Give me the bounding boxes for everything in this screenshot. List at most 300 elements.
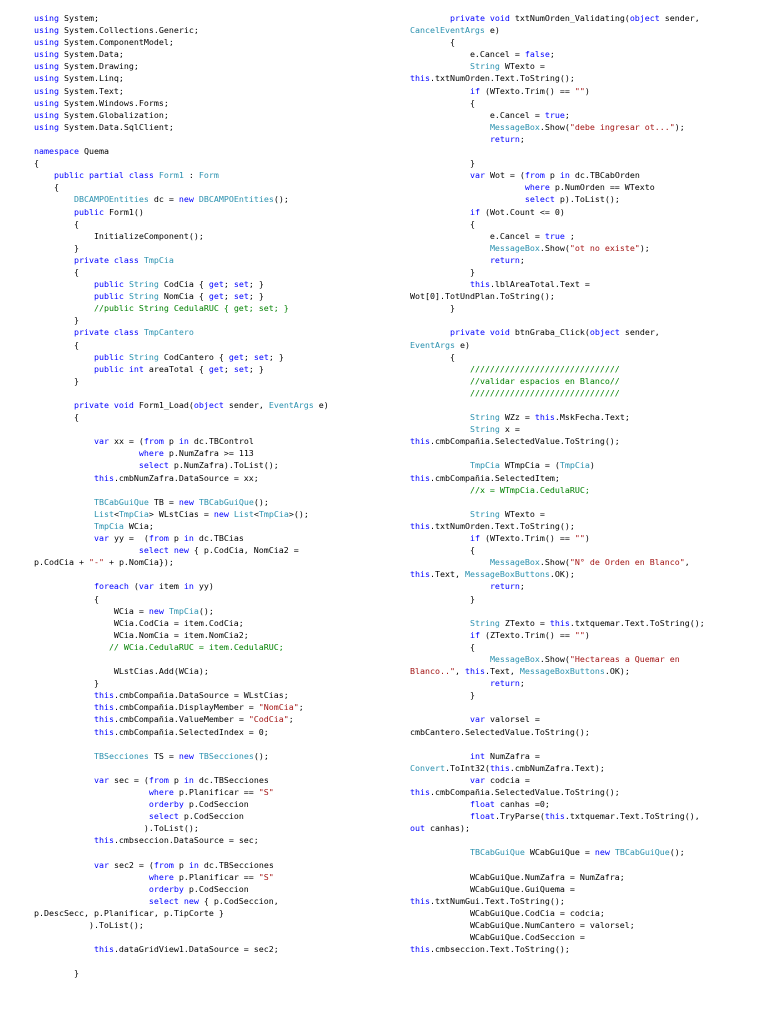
- code-text: [34, 521, 94, 531]
- code-line: [34, 24, 396, 36]
- code-text: [34, 872, 149, 882]
- code-text: ;: [549, 49, 555, 60]
- code-text: [410, 654, 490, 664]
- code-text: ();: [273, 194, 289, 205]
- code-line: [34, 351, 396, 363]
- code-text: WCia =: [34, 605, 149, 616]
- code-text: System.Drawing;: [58, 61, 139, 72]
- code-text: [34, 690, 94, 700]
- code-line: [410, 314, 762, 326]
- code-text: .txtquemar.Text.ToString();: [569, 617, 705, 628]
- code-text: (: [128, 581, 139, 592]
- code-keyword: select: [138, 460, 169, 471]
- code-type: Form: [198, 170, 219, 181]
- code-keyword: out: [410, 823, 425, 834]
- code-text: {: [34, 182, 59, 193]
- code-text: p.NumZafra >= 113: [163, 448, 254, 459]
- code-text: .Show(: [539, 242, 570, 253]
- code-keyword: get: [208, 291, 224, 302]
- code-line: [410, 713, 762, 725]
- code-comment: //////////////////////////////: [469, 387, 620, 398]
- code-line: [34, 919, 396, 931]
- code-line: [410, 85, 762, 97]
- code-line: [34, 12, 396, 24]
- code-line: [410, 399, 762, 411]
- code-type: Form1: [158, 170, 184, 181]
- code-text: ): [589, 460, 595, 471]
- code-text: e.Cancel =: [410, 109, 545, 120]
- code-text: }: [34, 242, 79, 253]
- code-text: areaTotal {: [143, 363, 209, 374]
- code-keyword: using: [34, 73, 59, 84]
- code-keyword: where: [148, 787, 174, 797]
- code-text: [34, 497, 94, 507]
- code-line: [410, 508, 762, 520]
- code-type: MessageBox: [489, 557, 540, 568]
- code-keyword: using: [34, 121, 59, 132]
- code-text: sender,: [659, 13, 700, 23]
- code-text: [34, 545, 139, 555]
- code-type: DBCAMPOEntities: [73, 194, 149, 205]
- code-line: [410, 206, 762, 218]
- code-keyword: from: [524, 170, 545, 181]
- code-string: "NomCia": [258, 702, 299, 713]
- code-line: [410, 762, 762, 774]
- code-text: Form1_Load(: [133, 400, 194, 410]
- code-text: p: [163, 436, 179, 447]
- code-text: System.Data.SqlClient;: [58, 121, 174, 132]
- code-text: ();: [253, 496, 269, 507]
- code-text: sender,: [223, 400, 269, 410]
- code-line: [410, 665, 762, 677]
- code-text: {: [34, 593, 99, 604]
- code-line: [410, 472, 762, 484]
- code-keyword: private void: [73, 400, 134, 410]
- code-keyword: where: [138, 448, 164, 459]
- code-type: String: [469, 617, 500, 628]
- code-text: sec2 = (: [108, 859, 154, 870]
- code-text: p.NumOrden == WTexto: [549, 182, 655, 193]
- code-text: p: [173, 859, 189, 870]
- code-keyword: in: [178, 436, 189, 447]
- code-keyword: get: [228, 351, 244, 362]
- code-text: WTmpCia = (: [499, 460, 560, 471]
- code-text: .Show(: [539, 653, 570, 664]
- code-keyword: this: [464, 666, 485, 677]
- code-type: String: [469, 508, 500, 519]
- code-keyword: public: [93, 291, 124, 302]
- code-type: MessageBoxButtons: [519, 666, 605, 677]
- code-type: EventArgs: [410, 339, 455, 350]
- code-keyword: new: [148, 605, 164, 616]
- code-line: [410, 556, 762, 568]
- code-type: TmpCantero: [143, 327, 194, 338]
- code-text: Quema: [78, 146, 109, 157]
- code-line: [410, 895, 762, 907]
- code-type: EventArgs: [268, 400, 314, 410]
- code-keyword: from: [153, 859, 174, 870]
- code-string: "": [574, 533, 585, 544]
- code-keyword: this: [93, 702, 114, 713]
- code-line: [34, 375, 396, 387]
- code-line: [410, 846, 762, 858]
- code-text: WCabGuiQue.CodSeccion =: [410, 932, 585, 943]
- code-text: canhas);: [425, 823, 470, 834]
- code-keyword: this: [93, 726, 114, 737]
- code-type: TmpCia: [143, 254, 174, 265]
- code-line: [34, 218, 396, 230]
- code-text: p.CodCia +: [34, 557, 89, 568]
- code-type: String: [469, 412, 500, 423]
- code-line: [34, 496, 396, 508]
- code-line: [34, 895, 396, 907]
- code-text: .cmbCompañia.SelectedValue.ToString();: [429, 787, 620, 797]
- code-line: [410, 871, 762, 883]
- code-comment: //public String CedulaRUC { get; set; }: [93, 303, 289, 314]
- code-type: String: [128, 279, 159, 290]
- code-text: [34, 170, 54, 180]
- code-line: [410, 363, 762, 375]
- code-text: e): [454, 339, 470, 350]
- code-keyword: this: [410, 569, 430, 580]
- code-text: p.NumZafra).ToList();: [168, 460, 279, 471]
- code-string: Blanco..": [410, 666, 455, 677]
- code-keyword: new: [178, 194, 194, 205]
- code-keyword: var: [469, 714, 485, 725]
- code-text: dc.TBControl: [188, 436, 254, 447]
- code-text: [34, 751, 94, 761]
- code-keyword: select new: [138, 545, 189, 556]
- code-text: + p.NomCia});: [103, 557, 174, 568]
- code-text: WCabGuiQue.GuiQuema =: [410, 883, 575, 894]
- code-line: [34, 97, 396, 109]
- code-line: [34, 508, 396, 520]
- code-keyword: using: [34, 97, 59, 108]
- code-text: [410, 630, 470, 640]
- code-line: [410, 653, 762, 665]
- code-keyword: in: [183, 533, 194, 544]
- code-line: [410, 351, 762, 363]
- code-line: [34, 605, 396, 617]
- code-line: [410, 181, 762, 193]
- code-keyword: from: [143, 436, 164, 447]
- code-text: [34, 581, 94, 591]
- code-line: [34, 459, 396, 471]
- code-text: }: [410, 303, 455, 314]
- code-keyword: this: [410, 895, 430, 906]
- code-text: ;: [519, 254, 525, 265]
- code-text: [410, 678, 490, 688]
- code-type: TBSecciones: [93, 750, 149, 761]
- code-line: [410, 302, 762, 314]
- code-keyword: from: [148, 774, 169, 785]
- code-line: [410, 544, 762, 556]
- code-text: [410, 170, 470, 180]
- code-text: {: [34, 218, 79, 229]
- code-keyword: orderby: [148, 883, 184, 894]
- code-keyword: var: [469, 170, 485, 181]
- code-keyword: using: [34, 109, 59, 120]
- code-text: p.DescSecc, p.Planificar, p.TipCorte }: [34, 907, 224, 918]
- code-text: [34, 460, 139, 470]
- code-line: [410, 145, 762, 157]
- code-line: [410, 726, 762, 738]
- code-column-right: [410, 12, 762, 955]
- code-line: [34, 665, 396, 677]
- code-keyword: new: [594, 847, 610, 858]
- code-text: e.Cancel =: [410, 49, 525, 60]
- code-keyword: using: [34, 49, 59, 60]
- code-keyword: select new: [148, 895, 199, 906]
- code-text: WCabGuiQue.NumZafra = NumZafra;: [410, 871, 625, 882]
- code-line: [410, 24, 762, 36]
- code-line: [34, 859, 396, 871]
- code-line: [410, 822, 762, 834]
- code-keyword: var: [93, 859, 109, 870]
- code-text: [410, 376, 470, 386]
- code-type: MessageBox: [489, 121, 540, 132]
- code-keyword: float: [469, 799, 495, 810]
- code-text: > WLstCias =: [148, 508, 214, 519]
- code-keyword: using: [34, 85, 59, 96]
- code-line: [34, 72, 396, 84]
- code-text: {: [34, 412, 79, 423]
- code-text: System.Linq;: [58, 73, 124, 84]
- code-line: [34, 701, 396, 713]
- code-line: [410, 48, 762, 60]
- code-keyword: float: [469, 811, 495, 822]
- code-line: [34, 193, 396, 205]
- code-line: [410, 157, 762, 169]
- code-text: }: [410, 266, 475, 277]
- code-line: [34, 435, 396, 447]
- code-text: .lblAreaTotal.Text =: [489, 279, 590, 290]
- code-keyword: var: [93, 774, 109, 785]
- code-text: {: [410, 641, 475, 652]
- code-line: [34, 943, 396, 955]
- code-line: [34, 967, 396, 979]
- code-line: [410, 593, 762, 605]
- code-text: [410, 460, 470, 470]
- code-text: System.Globalization;: [58, 109, 169, 120]
- code-text: [410, 485, 470, 495]
- code-string: "N° de Orden en Blanco": [569, 557, 685, 568]
- code-line: [34, 641, 396, 653]
- code-keyword: this: [410, 520, 430, 531]
- code-line: [34, 931, 396, 943]
- code-text: WCabGuiQue.NumCantero = valorsel;: [410, 920, 635, 931]
- code-line: [34, 544, 396, 556]
- code-text: ; }: [248, 363, 264, 374]
- code-keyword: new: [178, 496, 194, 507]
- code-keyword: from: [148, 533, 169, 544]
- code-keyword: this: [549, 617, 570, 628]
- code-line: [34, 846, 396, 858]
- code-line: [34, 314, 396, 326]
- code-comment: //////////////////////////////: [469, 363, 620, 374]
- code-keyword: using: [34, 61, 59, 72]
- code-text: dc.TBSecciones: [198, 859, 274, 870]
- code-type: TmpCia: [118, 508, 149, 519]
- code-type: MessageBox: [489, 242, 540, 253]
- code-text: [34, 400, 74, 410]
- code-text: {: [410, 218, 475, 229]
- code-keyword: get: [208, 279, 224, 290]
- code-type: TmpCia: [258, 508, 289, 519]
- code-text: System.ComponentModel;: [58, 37, 174, 48]
- code-line: [410, 907, 762, 919]
- code-line: [34, 447, 396, 459]
- code-keyword: if: [469, 629, 480, 640]
- code-keyword: this: [544, 811, 565, 822]
- code-text: System;: [58, 13, 99, 23]
- code-comment: //x = WTmpCia.CedulaRUC;: [469, 484, 590, 495]
- code-keyword: this: [410, 787, 430, 797]
- code-line: [34, 810, 396, 822]
- code-string: "CodCia": [248, 714, 289, 725]
- code-text: [34, 364, 94, 374]
- code-text: }: [410, 593, 475, 604]
- code-text: .Show(: [539, 121, 570, 132]
- code-keyword: new: [213, 508, 229, 519]
- code-text: [410, 388, 470, 398]
- code-text: p: [168, 774, 184, 785]
- code-keyword: orderby: [148, 799, 184, 810]
- code-text: .cmbseccion.Text.ToString();: [429, 944, 570, 955]
- code-keyword: private class: [73, 254, 139, 265]
- code-text: ;: [223, 291, 234, 302]
- code-line: [410, 266, 762, 278]
- code-keyword: in: [559, 170, 570, 181]
- code-text: WTexto =: [499, 61, 545, 72]
- code-text: [34, 835, 94, 845]
- code-text: .cmbNumZafra.Text);: [509, 762, 605, 773]
- code-line: [410, 230, 762, 242]
- code-keyword: in: [183, 581, 194, 592]
- code-text: InitializeComponent();: [34, 230, 204, 241]
- code-text: [34, 860, 94, 870]
- code-keyword: foreach: [93, 581, 129, 592]
- code-line: [34, 109, 396, 121]
- code-text: <: [113, 508, 119, 519]
- code-line: [34, 266, 396, 278]
- code-line: [34, 278, 396, 290]
- code-text: ): [584, 85, 590, 96]
- code-keyword: private void: [449, 13, 510, 23]
- code-text: ,: [454, 666, 465, 677]
- code-text: [410, 61, 470, 71]
- code-text: p.CodSeccion: [178, 811, 244, 822]
- code-text: ();: [198, 605, 214, 616]
- code-text: [34, 787, 149, 797]
- code-text: .txtNumOrden.Text.ToString();: [429, 73, 575, 84]
- code-line: [34, 653, 396, 665]
- code-line: [34, 774, 396, 786]
- code-text: TS =: [148, 750, 179, 761]
- code-text: dc.TBCias: [193, 533, 244, 544]
- code-line: [34, 48, 396, 60]
- code-text: {: [34, 158, 39, 169]
- code-text: [410, 13, 450, 23]
- code-text: [410, 194, 525, 204]
- code-line: [34, 713, 396, 725]
- code-type: String: [469, 61, 500, 72]
- code-text: );: [674, 121, 685, 132]
- code-keyword: where: [524, 182, 550, 193]
- code-text: { p.CodCia, NomCia2 =: [188, 545, 299, 556]
- code-text: WTexto =: [499, 508, 545, 519]
- code-text: WCabGuiQue =: [524, 847, 595, 858]
- code-text: [34, 327, 74, 337]
- code-keyword: this: [410, 944, 430, 955]
- code-line: [34, 169, 396, 181]
- code-line: [34, 738, 396, 750]
- code-line: [410, 701, 762, 713]
- code-text: [34, 896, 149, 906]
- code-text: [34, 714, 94, 724]
- code-line: [410, 580, 762, 592]
- code-keyword: public partial class: [53, 170, 154, 181]
- code-text: ,: [684, 557, 690, 568]
- code-keyword: where: [148, 871, 174, 882]
- code-text: [410, 618, 470, 628]
- code-line: [34, 36, 396, 48]
- code-text: ;: [223, 363, 234, 374]
- code-line: [410, 774, 762, 786]
- code-keyword: set: [233, 363, 249, 374]
- code-text: ): [584, 533, 590, 544]
- code-text: .TryParse(: [494, 811, 545, 822]
- code-text: [34, 727, 94, 737]
- code-line: [34, 750, 396, 762]
- code-string: "S": [258, 871, 274, 882]
- code-text: ();: [253, 750, 269, 761]
- code-text: ;: [243, 351, 254, 362]
- code-keyword: set: [233, 291, 249, 302]
- code-keyword: true: [544, 109, 565, 120]
- code-keyword: select: [524, 194, 555, 205]
- code-text: .OK);: [549, 569, 575, 580]
- code-keyword: private void: [449, 327, 510, 338]
- code-text: [410, 327, 450, 337]
- code-text: p.CodSeccion: [183, 799, 249, 810]
- code-keyword: return: [489, 581, 520, 592]
- code-text: ;: [298, 702, 304, 713]
- code-type: List: [233, 508, 254, 519]
- code-keyword: if: [469, 206, 480, 217]
- code-text: {: [34, 266, 79, 277]
- code-line: [410, 520, 762, 532]
- code-text: ();: [669, 847, 685, 858]
- code-line: [410, 459, 762, 471]
- code-line: [410, 423, 762, 435]
- code-line: [34, 629, 396, 641]
- code-text: [34, 448, 139, 458]
- code-text: ; }: [248, 291, 264, 302]
- code-line: [34, 883, 396, 895]
- code-keyword: if: [469, 85, 480, 96]
- code-line: [34, 834, 396, 846]
- code-keyword: this: [93, 714, 114, 725]
- code-keyword: true: [544, 230, 565, 241]
- code-text: }: [34, 315, 79, 326]
- code-type: TBSecciones: [198, 750, 254, 761]
- code-text: Form1(): [103, 206, 144, 217]
- code-line: [410, 738, 762, 750]
- code-line: [410, 883, 762, 895]
- code-keyword: return: [489, 133, 520, 144]
- code-line: [34, 399, 396, 411]
